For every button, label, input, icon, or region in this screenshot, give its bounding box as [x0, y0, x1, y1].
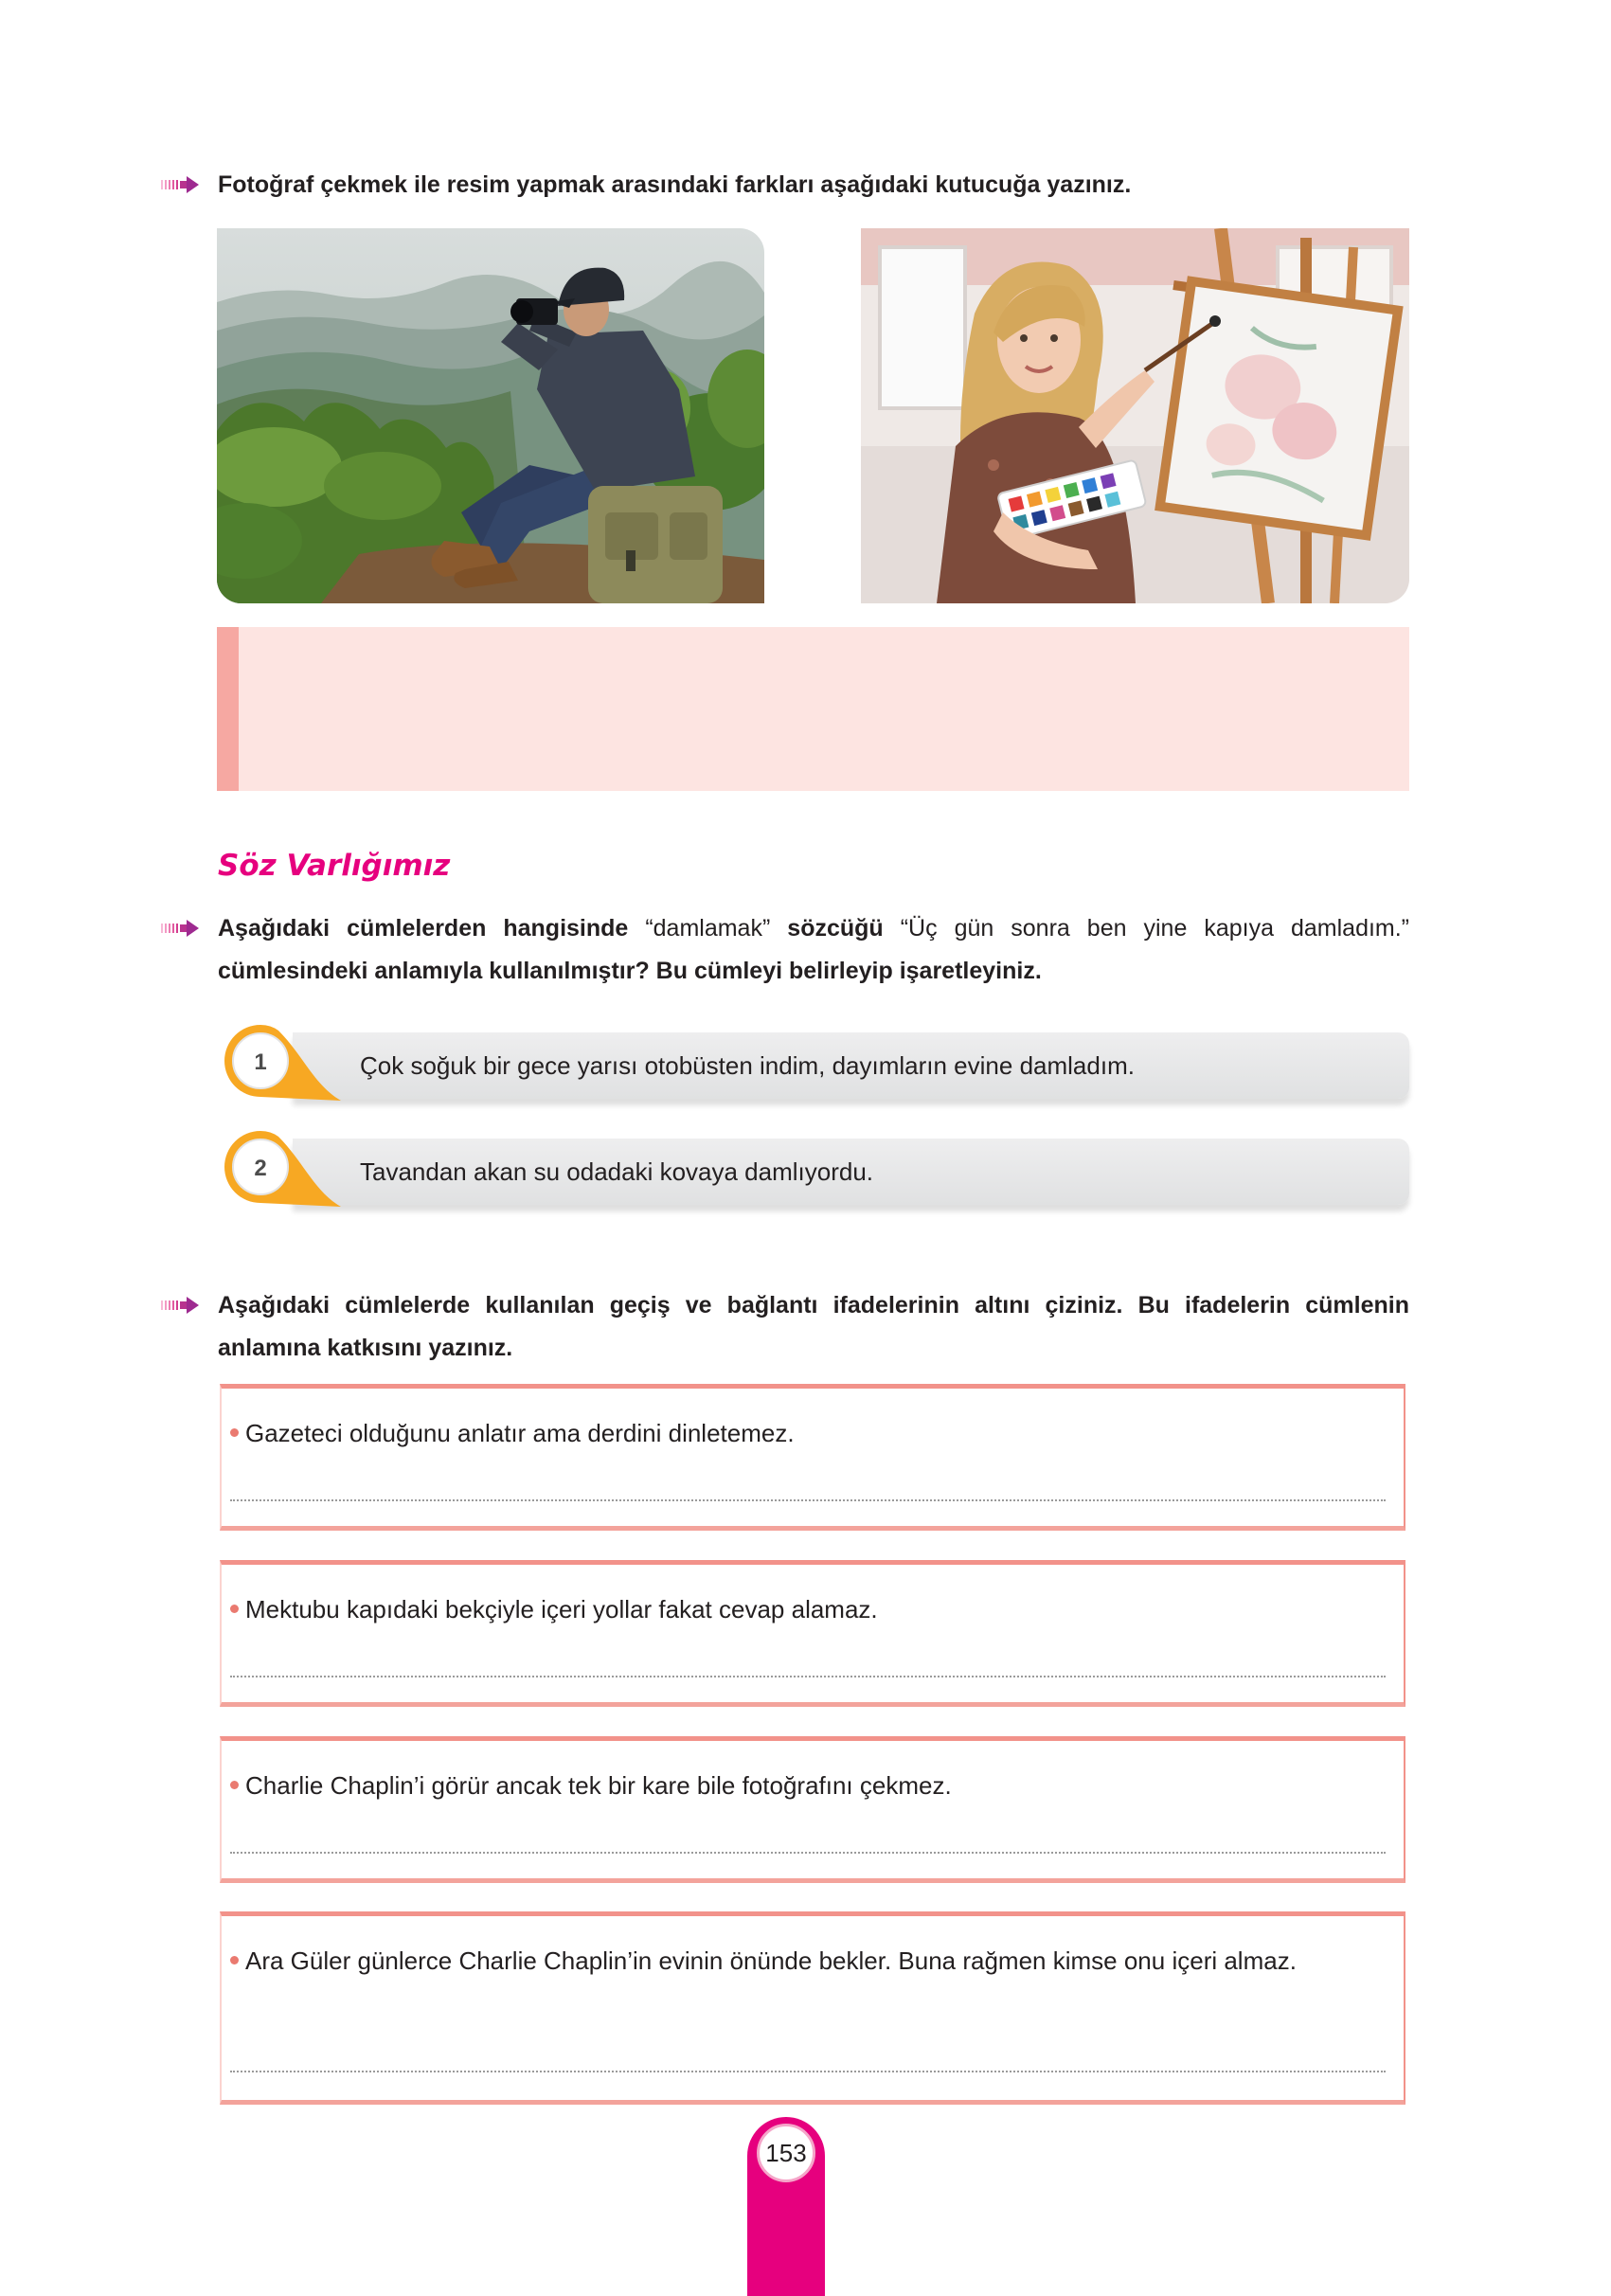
- activity2-instruction: [218, 907, 1409, 993]
- sentence: [230, 1412, 1387, 1455]
- instruction-part: cümlesindeki anlamıyla kullanılmıştır? Bu cümleyi belirleyip işaretleyiniz.: [218, 958, 1042, 984]
- sentence-box: [220, 1560, 1405, 1707]
- option-number: 1: [254, 1049, 267, 1075]
- answer-line[interactable]: [230, 1852, 1386, 1854]
- activity1-instruction: Fotoğraf çekmek ile resim yapmak arasındaki farkları aşağıdaki kutucuğa yazınız.: [218, 171, 1132, 198]
- activity3-instruction: Aşağıdaki cümlelerde kullanılan geçiş ve bağlantı ifadelerinin altını çiziniz. Bu ifadelerin cümlenin anlamına katkısını yazınız.: [218, 1292, 1409, 1361]
- answer-line[interactable]: [230, 2071, 1386, 2072]
- option-1[interactable]: [293, 1032, 1409, 1099]
- sentence-box: [220, 1736, 1405, 1883]
- instruction-part: “Üç gün sonra ben yine kapıya damladım.”: [900, 915, 1410, 942]
- bullet-icon: [230, 1428, 239, 1437]
- number-badge[interactable]: [220, 1023, 343, 1106]
- painter-photo: [861, 228, 1409, 603]
- page-number: 153: [757, 2124, 815, 2182]
- arrow-icon: [161, 920, 199, 937]
- sentence-text[interactable]: Charlie Chaplin’i görür ancak tek bir kare bile fotoğrafını çekmez.: [245, 1771, 952, 1800]
- answer-line[interactable]: [230, 1676, 1386, 1677]
- painting-canvas: [1160, 281, 1398, 535]
- instruction-part: sözcüğü: [787, 915, 884, 942]
- sentence-text[interactable]: Ara Güler günlerce Charlie Chaplin’in evinin önünde bekler. Buna rağmen kimse onu içeri almaz.: [245, 1946, 1297, 1975]
- number-badge[interactable]: [220, 1129, 343, 1212]
- sentence-box: [220, 1911, 1405, 2105]
- option-number: 2: [254, 1156, 267, 1181]
- photographer-image: [217, 228, 764, 603]
- arrow-icon: [161, 1297, 199, 1314]
- photographer-photo: [217, 228, 764, 603]
- sentence-text[interactable]: Mektubu kapıdaki bekçiyle içeri yollar fakat cevap alamaz.: [245, 1595, 878, 1623]
- answer-line[interactable]: [230, 1499, 1386, 1501]
- backpack: [588, 486, 723, 603]
- sentence: [230, 1765, 1387, 1807]
- option-text: Tavandan akan su odadaki kovaya damlıyordu.: [360, 1157, 874, 1186]
- instruction-part: Aşağıdaki cümlelerden hangisinde: [218, 915, 629, 942]
- bullet-icon: [230, 1781, 239, 1789]
- sentence: [230, 1940, 1387, 1982]
- instruction-part: “damlamak”: [645, 915, 771, 942]
- bullet-icon: [230, 1605, 239, 1613]
- answer-box[interactable]: [217, 627, 1409, 791]
- sentence: [230, 1588, 1387, 1631]
- option-text: Çok soğuk bir gece yarısı otobüsten indim, dayımların evine damladım.: [360, 1051, 1135, 1080]
- sentence-box: [220, 1384, 1405, 1531]
- bullet-icon: [230, 1956, 239, 1964]
- option-2[interactable]: [293, 1139, 1409, 1205]
- arrow-icon: [161, 176, 199, 193]
- section-title: Söz Varlığımız: [218, 849, 451, 883]
- sentence-text[interactable]: Gazeteci olduğunu anlatır ama derdini dinletemez.: [245, 1419, 795, 1447]
- painter-image: [861, 228, 1409, 603]
- answer-box-stripe: [217, 627, 239, 791]
